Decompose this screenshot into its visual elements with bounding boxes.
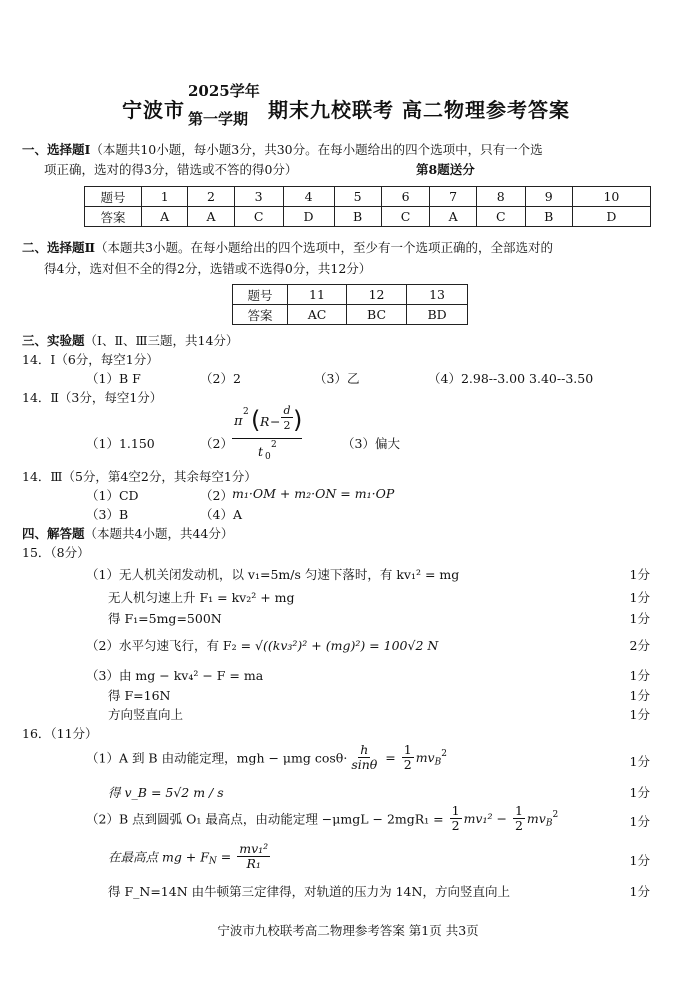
section1-line1 (22, 140, 543, 158)
section2-desc2: 得4分，选对但不全的得2分，选错或不选得0分，共12分） (44, 261, 372, 276)
q14-2-answer-1: （1）1.150 (86, 436, 155, 451)
answer-table-2 (232, 284, 468, 325)
table-row-answers (85, 207, 651, 227)
table-cell: 5 (334, 187, 381, 207)
q15-score-1: 1分 (629, 567, 650, 582)
q15-line-4-formula: √((kv₃²)² + (mg)²) = 100√2 N (255, 638, 439, 653)
title-year: 2025学年 (188, 82, 260, 100)
frac-den: R₁ (246, 856, 261, 871)
q15-line-2: 无人机匀速上升 F₁ = kv₂² + mg (108, 590, 295, 605)
q14-1-answer-1: （1）B F (86, 371, 141, 386)
formula-R: R (260, 414, 270, 429)
table-cell: B (525, 207, 572, 227)
q16-score-4: 1分 (629, 853, 650, 868)
title-term: 第一学期 (188, 110, 249, 128)
q15-score-3: 1分 (629, 611, 650, 626)
section2-heading: 二、选择题Ⅱ (22, 240, 96, 255)
table-cell: 7 (430, 187, 476, 207)
section1-desc1: （本题共10小题，每小题3分，共30分。在每小题给出的四个选项中，只有一个选 (90, 142, 543, 157)
q16-line-1-sup: 2 (441, 748, 447, 759)
section2-desc1: （本题共3小题。在每小题给出的四个选项中，至少有一个选项正确的，全部选对的 (95, 240, 554, 255)
formula-t: t (258, 444, 264, 459)
q16-line-3-minus: − (492, 811, 511, 826)
q15-score-5: 1分 (629, 668, 650, 683)
q15-score-7: 1分 (629, 707, 650, 722)
table-cell: C (381, 207, 430, 227)
q16-line-3 (86, 804, 558, 838)
table-cell: 2 (188, 187, 234, 207)
q14-2-formula: π 2 ( R − d 2 ) t 0 2 (234, 404, 303, 462)
frac-num: 1 (403, 742, 412, 757)
q14-1-title: 14．Ⅰ（6分，每空1分） (22, 352, 159, 367)
q16-score-1: 1分 (629, 754, 650, 769)
table-cell: B (334, 207, 381, 227)
table-label-answer: 答案 (85, 207, 142, 227)
q16-line-2: 得 v_B = 5√2 m / s (108, 785, 224, 800)
q14-2-answer-2-label: （2） (200, 436, 233, 451)
q16-score-3: 1分 (629, 814, 650, 829)
formula-minus: − (270, 414, 281, 429)
q15-score-6: 1分 (629, 688, 650, 703)
table-cell: C (476, 207, 525, 227)
q15-line-1: （1）无人机关闭发动机，以 v₁=5m/s 匀速下落时，有 kv₁² = mg (86, 567, 460, 582)
q14-3-title: 14．Ⅲ（5分，第4空2分，其余每空1分） (22, 469, 257, 484)
q14-2-answer-3: （3）偏大 (342, 436, 400, 451)
q14-3-answer-2-expr: m₁·OM + m₂·ON = m₁·OP (232, 486, 395, 501)
q16-line-3-mv1: mv₁² (463, 811, 493, 826)
formula-pi-sup: 2 (243, 407, 249, 417)
q15-line-4 (86, 636, 438, 654)
q14-1-answer-4: （4）2.98--3.00 3.40--3.50 (428, 371, 594, 386)
q14-3-answer-2-label: （2） (200, 488, 233, 503)
q16-line-1-eq: = (381, 750, 400, 765)
q14-1-answer-3: （3）乙 (314, 371, 360, 386)
q16-line-3-sup: 2 (552, 809, 559, 820)
section1-desc2: 项正确，选对的得3分，错选或不答的得0分） (44, 162, 298, 177)
frac-num: h (360, 742, 369, 757)
section2-line1 (22, 238, 553, 256)
table-cell: AC (288, 305, 347, 325)
table-cell: 3 (234, 187, 283, 207)
q16-line-1-sub: B (434, 757, 442, 768)
q15-score-4: 2分 (629, 638, 650, 653)
table-cell: D (572, 207, 650, 227)
formula-t-sub: 0 (265, 452, 271, 462)
table-cell: A (188, 207, 234, 227)
q15-line-5: （3）由 mg − kv₄² − F = ma (86, 668, 264, 683)
formula-pi: π (234, 414, 243, 429)
section3-heading: 三、实验题 (22, 333, 85, 348)
q16-frac-h-sin (349, 743, 379, 772)
q16-line-1-mv: mv (415, 750, 435, 765)
table-row-answers (233, 305, 468, 325)
frac-num: mv₁² (239, 841, 269, 856)
q16-line-1 (86, 743, 447, 777)
table-label-answer: 答案 (233, 305, 288, 325)
q14-2-title: 14．Ⅱ（3分，每空1分） (22, 390, 163, 405)
q14-3-answer-1: （1）CD (86, 488, 139, 503)
formula-two: 2 (283, 419, 291, 432)
section1-note: 第8题送分 (416, 162, 475, 177)
q16-line-4 (108, 842, 272, 876)
q15-line-4-text: （2）水平匀速飞行，有 F₂ = (86, 638, 256, 653)
formula-t-sup: 2 (271, 440, 277, 450)
table-cell: 8 (476, 187, 525, 207)
q14-1-answer-2: （2）2 (200, 371, 241, 386)
q16-frac-half-2 (450, 804, 462, 833)
page-title: 期末九校联考 高二物理参考答案 (268, 98, 570, 122)
section1-heading: 一、选择题Ⅰ (22, 142, 91, 157)
q16-frac-mv-r (237, 842, 270, 871)
page-footer: 宁波市九校联考高二物理参考答案 第1页 共3页 (217, 923, 479, 938)
section3-line (22, 331, 238, 349)
title-city: 宁波市 (122, 98, 185, 122)
table-cell: 10 (572, 187, 650, 207)
table-cell: A (142, 207, 188, 227)
section3-desc: （Ⅰ、Ⅱ、Ⅲ三题，共14分） (84, 333, 239, 348)
q16-line-4-sub: N (208, 856, 217, 867)
frac-den: sinθ (351, 757, 378, 772)
section4-desc: （本题共4小题，共44分） (84, 526, 234, 541)
table-row-numbers (233, 285, 468, 305)
table-cell: BD (407, 305, 468, 325)
q16-title: 16．（11分） (22, 726, 98, 741)
table-cell: 6 (381, 187, 430, 207)
q16-line-1-text: （1）A 到 B 由动能定理，mgh − μmg cosθ· (86, 750, 348, 766)
table-label-number: 题号 (233, 285, 288, 305)
section4-line (22, 524, 233, 542)
q15-line-7: 方向竖直向上 (108, 707, 184, 722)
q16-frac-half (402, 743, 414, 772)
q16-line-4-eq: = (216, 849, 236, 864)
q14-3-answer-4: （4）A (200, 507, 242, 522)
table-row-numbers (85, 187, 651, 207)
q16-score-5: 1分 (629, 884, 650, 899)
frac-den: 2 (451, 818, 460, 833)
q16-frac-half-3 (513, 804, 525, 833)
q16-line-3-sub: B (545, 818, 553, 829)
frac-den: 2 (514, 818, 523, 833)
table-cell: 4 (283, 187, 334, 207)
q14-3-answer-3: （3）B (86, 507, 129, 522)
table-cell: 11 (288, 285, 347, 305)
answer-table-1 (84, 186, 651, 227)
section4-heading: 四、解答题 (22, 526, 85, 541)
q16-line-4-text: 在最高点 mg + F (108, 849, 209, 865)
frac-den: 2 (403, 757, 412, 772)
q15-line-3: 得 F₁=5mg=500N (108, 611, 222, 626)
table-cell: C (234, 207, 283, 227)
frac-num: 1 (514, 803, 523, 818)
table-cell: 1 (142, 187, 188, 207)
table-cell: 13 (407, 285, 468, 305)
q15-title: 15．（8分） (22, 545, 90, 560)
table-cell: A (430, 207, 476, 227)
table-cell: D (283, 207, 334, 227)
table-label-number: 题号 (85, 187, 142, 207)
frac-num: 1 (451, 803, 460, 818)
q15-score-2: 1分 (629, 590, 650, 605)
formula-d: d (281, 404, 293, 418)
q16-score-2: 1分 (629, 785, 650, 800)
table-cell: BC (346, 305, 406, 325)
table-cell: 12 (346, 285, 406, 305)
q16-line-3-mvB: mv (526, 811, 546, 826)
q16-line-3-text: （2）B 点到圆弧 O₁ 最高点，由动能定理 −μmgL − 2mgR₁ = (86, 811, 448, 827)
q16-line-5: 得 F_N=14N 由牛顿第三定律得，对轨道的压力为 14N，方向竖直向上 (108, 884, 510, 899)
table-cell: 9 (525, 187, 572, 207)
q15-line-6: 得 F=16N (108, 688, 171, 703)
